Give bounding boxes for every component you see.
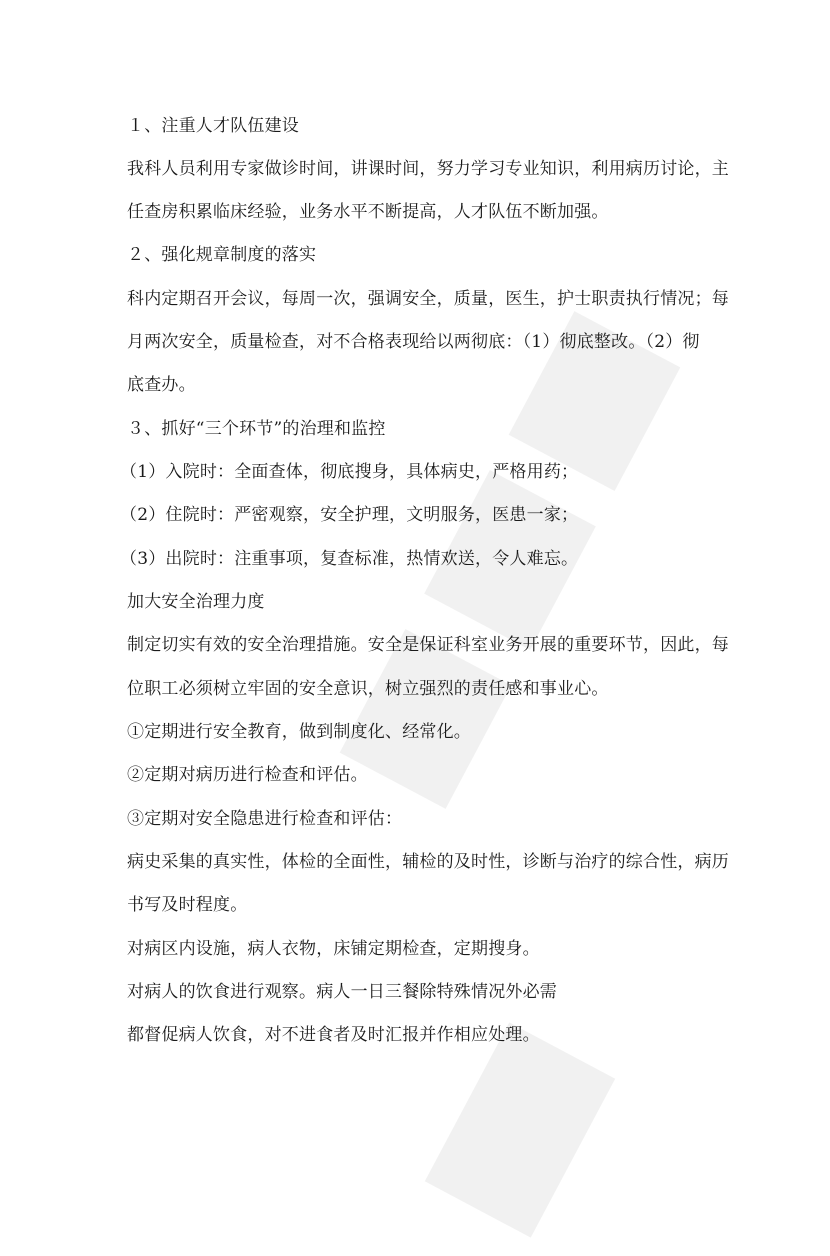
list-item: （2）住院时：严密观察，安全护理，文明服务，医患一家； bbox=[120, 505, 579, 525]
list-item: （3）出院时：注重事项，复查标准，热情欢送，令人难忘。 bbox=[120, 549, 579, 569]
paragraph-line: 底查办。 bbox=[127, 375, 196, 395]
paragraph-line: 科内定期召开会议，每周一次，强调安全，质量，医生，护士职责执行情况；每 bbox=[127, 289, 729, 309]
paragraph-line: 位职工必须树立牢固的安全意识，树立强烈的责任感和事业心。 bbox=[127, 679, 609, 699]
paragraph-line: 书写及时程度。 bbox=[127, 895, 248, 915]
paragraph-line: 月两次安全，质量检查，对不合格表现给以两彻底：（1）彻底整改。（2）彻 bbox=[127, 332, 700, 352]
paragraph-line: 对病人的饮食进行观察。病人一日三餐除特殊情况外必需 bbox=[127, 982, 557, 1002]
list-item: ③定期对安全隐患进行检查和评估： bbox=[127, 809, 403, 829]
paragraph-line: 都督促病人饮食，对不进食者及时汇报并作相应处理。 bbox=[127, 1025, 540, 1045]
heading-talent-team: １、注重人才队伍建设 bbox=[127, 116, 299, 136]
paragraph-line: 制定切实有效的安全治理措施。安全是保证科室业务开展的重要环节，因此，每 bbox=[127, 635, 729, 655]
heading-safety-management: 加大安全治理力度 bbox=[127, 592, 265, 612]
list-item: ②定期对病历进行检查和评估。 bbox=[127, 765, 368, 785]
heading-three-stages: ３、抓好“三个环节”的治理和监控 bbox=[127, 419, 386, 439]
paragraph-line: 任查房积累临床经验，业务水平不断提高，人才队伍不断加强。 bbox=[127, 202, 609, 222]
paragraph-line: 病史采集的真实性，体检的全面性，辅检的及时性，诊断与治疗的综合性，病历 bbox=[127, 852, 729, 872]
paragraph-line: 对病区内设施，病人衣物，床铺定期检查，定期搜身。 bbox=[127, 939, 540, 959]
paragraph-line: 我科人员利用专家做诊时间，讲课时间，努力学习专业知识，利用病历讨论，主 bbox=[127, 159, 729, 179]
heading-rules-implementation: ２、强化规章制度的落实 bbox=[127, 245, 317, 265]
list-item: ①定期进行安全教育，做到制度化、经常化。 bbox=[127, 722, 471, 742]
list-item: （1）入院时：全面查体，彻底搜身，具体病史，严格用药； bbox=[120, 462, 579, 482]
